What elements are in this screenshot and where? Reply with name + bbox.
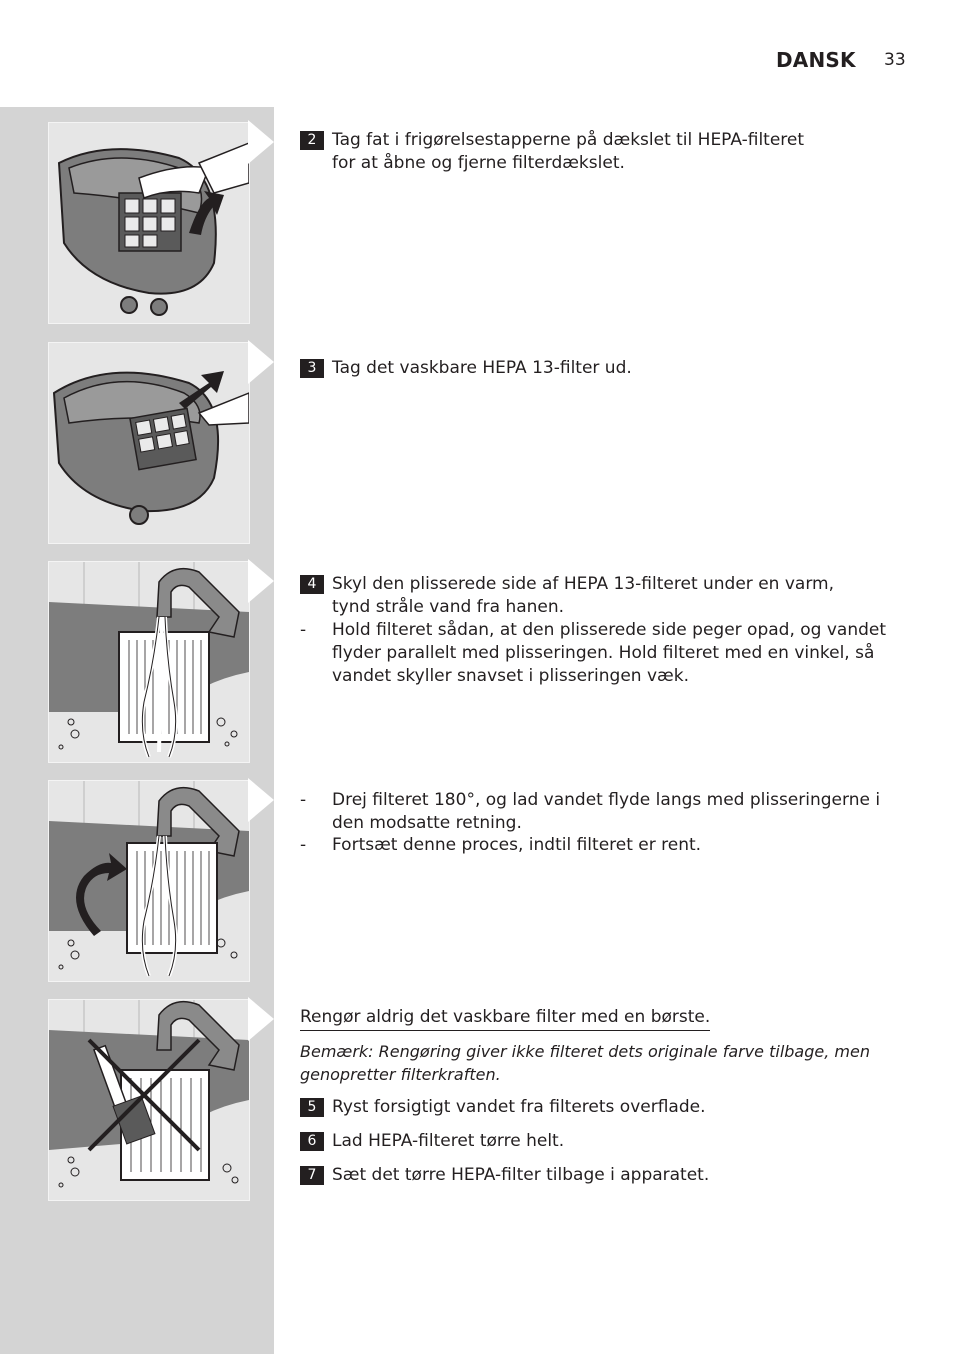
- step-number: 7: [300, 1166, 324, 1185]
- section-language: DANSK: [776, 48, 856, 72]
- filter-rinse-illustration: [48, 561, 250, 763]
- figure-pointer: [248, 340, 274, 384]
- no-brush-illustration: [48, 999, 250, 1201]
- note-text: Bemærk: Rengøring giver ikke filteret dets originale farve tilbage, men genopretter filterkraften.: [300, 1042, 870, 1084]
- step-text: Tag fat i frigørelsestapperne på dækslet til HEPA-filteret for at åbne og fjerne filterdækslet.: [332, 130, 805, 173]
- step-number: 4: [300, 575, 324, 594]
- filter-rotate-illustration: [48, 780, 250, 982]
- bullet-item: [300, 834, 910, 857]
- figure-pointer: [248, 559, 274, 603]
- step-5: [300, 1096, 910, 1119]
- vacuum-cover-illustration: [48, 122, 250, 324]
- figure-pointer: [248, 778, 274, 822]
- bullet-text: Drej filteret 180°, og lad vandet flyde langs med plisseringerne i den modsatte retning.: [332, 790, 881, 833]
- warning-text: Rengør aldrig det vaskbare filter med en børste.: [300, 1006, 710, 1031]
- step-text: Sæt det tørre HEPA-filter tilbage i apparatet.: [332, 1165, 710, 1185]
- step-number: 2: [300, 131, 324, 150]
- step-2: [300, 129, 910, 175]
- bullet-text: Hold filteret sådan, at den plisserede side peger opad, og vandet flyder parallelt med plisseringen. Hold filteret med en vinkel, så vandet skyller snavset i plisseringen væk.: [332, 620, 887, 686]
- vacuum-filter-illustration: [48, 342, 250, 544]
- step-7: [300, 1164, 910, 1187]
- step-text: Tag det vaskbare HEPA 13-filter ud.: [332, 358, 632, 378]
- bullet-dash: -: [300, 835, 307, 855]
- step-number: 5: [300, 1098, 324, 1117]
- step-number: 3: [300, 359, 324, 378]
- bullet-item: [300, 789, 910, 835]
- step-number: 6: [300, 1132, 324, 1151]
- bullet-dash: -: [300, 620, 307, 640]
- bullet-item: [300, 619, 910, 688]
- bullet-text: Fortsæt denne proces, indtil filteret er rent.: [332, 835, 702, 855]
- step-text: Ryst forsigtigt vandet fra filterets overflade.: [332, 1097, 706, 1117]
- step-text: Lad HEPA-filteret tørre helt.: [332, 1131, 565, 1151]
- step-text: Skyl den plisserede side af HEPA 13-filteret under en varm, tynd stråle vand fra hanen.: [332, 574, 834, 617]
- figure-pointer: [248, 997, 274, 1041]
- step-4: [300, 573, 910, 619]
- step-6: [300, 1130, 910, 1153]
- page-number: 33: [884, 50, 906, 70]
- figure-pointer: [248, 120, 274, 164]
- step-3: [300, 357, 910, 380]
- bullet-dash: -: [300, 790, 307, 810]
